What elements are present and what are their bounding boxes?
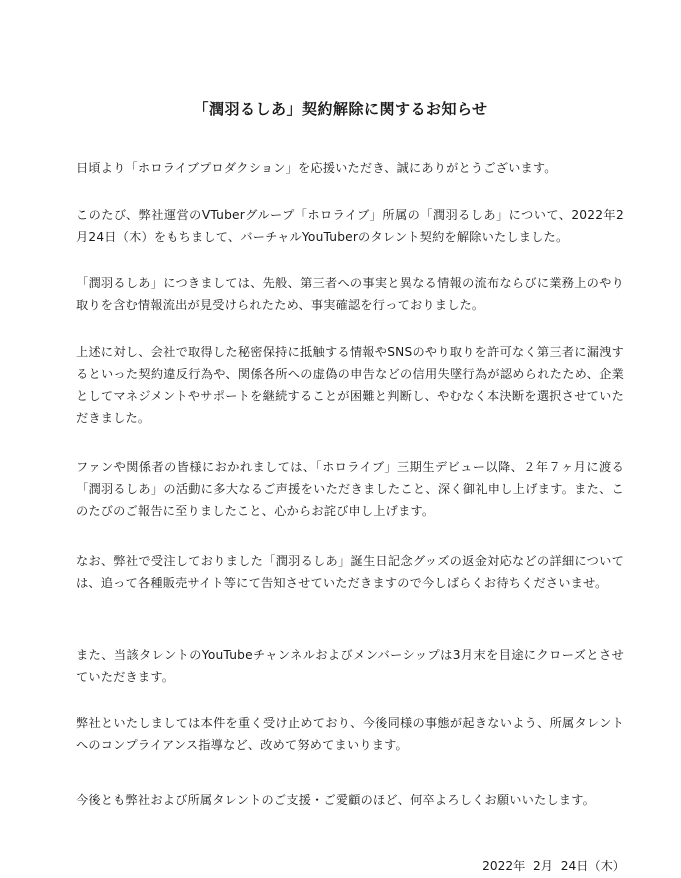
paragraph-greeting: 日頃より「ホロライブプロダクション」を応援いただき、誠にありがとうございます。 [76,161,557,175]
paragraph-violation-details: 上述に対し、会社で取得した秘密保持に抵触する情報やSNSのやり取りを許可なく第三者に漏洩するといった契約違反行為や、関係各所への虚偽の申告などの信用失墜行為が認められたため、企業としてマネジメントやサポートを継続することが困難と判断し、やむなく本決断を選択させていただきました。 [76,345,624,425]
document-title: 「潤羽るしあ」契約解除に関するお知らせ [193,100,488,118]
paragraph-information-leak: 「潤羽るしあ」につきましては、先般、第三者への事実と異なる情報の流布ならびに業務上のやり取りを含む情報流出が見受けられたため、事実確認を行っておりました。 [76,276,624,312]
paragraph-contract-termination: このたび、弊社運営のVTuberグループ「ホロライブ」所属の「潤羽るしあ」について、2022年2月24日（木）をもちまして、バーチャルYouTuberのタレント契約を解除いたしました。 [76,208,624,244]
paragraph-channel-closure: また、当該タレントのYouTubeチャンネルおよびメンバーシップは3月末を目途にクローズとさせていただきます。 [76,648,624,684]
paragraph-closing: 今後とも弊社および所属タレントのご支援・ご愛顧のほど、何卒よろしくお願いいたします。 [76,793,595,807]
paragraph-compliance: 弊社といたしましては本件を重く受け止めており、今後同様の事態が起きないよう、所属タレントへのコンプライアンス指導など、改めて努めてまいります。 [76,716,624,752]
paragraph-thanks-apology: ファンや関係者の皆様におかれましては、「ホロライブ」三期生デビュー以降、２年７ヶ月に渡る「潤羽るしあ」の活動に多大なるご声援をいただきましたこと、深く御礼申し上げます。また、このたびのご報告に至りましたこと、心からお詫び申し上げます。 [76,460,624,518]
document-date: 2022年 2月 24日（木） [482,859,625,873]
paragraph-merch-refund: なお、弊社で受注しておりました「潤羽るしあ」誕生日記念グッズの返金対応などの詳細については、追って各種販売サイト等にて告知させていただきますので今しばらくお待ちくださいませ。 [76,554,624,590]
